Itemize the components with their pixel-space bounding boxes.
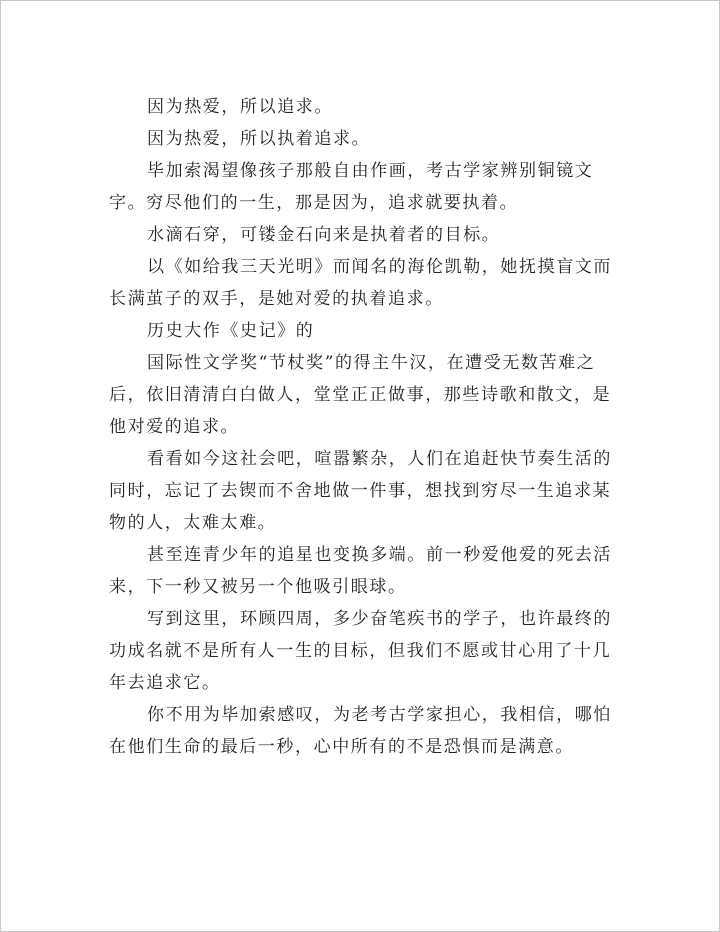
paragraph: 因为热爱，所以追求。 [147,97,333,117]
paragraph: 毕加索渴望像孩子那般自由作画，考古学家辨别铜镜文字。穷尽他们的一生，那是因为，追求就要执着。 [109,161,594,213]
paragraph: 以《如给我三天光明》而闻名的海伦凯勒，她抚摸盲文而长满茧子的双手，是她对爱的执着追求。 [109,257,612,309]
paragraph: 历史大作《史记》的 [147,321,315,341]
paragraph: 因为热爱，所以执着追求。 [147,129,371,149]
paragraph: 甚至连青少年的追星也变换多端。前一秒爱他爱的死去活来，下一秒又被另一个他吸引眼球。 [109,545,612,597]
paragraph: 水滴石穿，可镂金石向来是执着者的目标。 [147,225,501,245]
paragraph: 你不用为毕加索感叹，为老考古学家担心，我相信，哪怕在他们生命的最后一秒，心中所有的不是恐惧而是满意。 [109,705,612,757]
document-body [109,91,619,763]
paragraph: 写到这里，环顾四周，多少奋笔疾书的学子，也许最终的功成名就不是所有人一生的目标，但我们不愿或甘心用了十几年去追求它。 [109,609,612,693]
paragraph: 看看如今这社会吧，喧嚣繁杂，人们在追赶快节奏生活的同时，忘记了去锲而不舍地做一件事，想找到穷尽一生追求某物的人，太难太难。 [109,449,612,533]
paragraph: 国际性文学奖“节杖奖”的得主牛汉，在遭受无数苦难之后，依旧清清白白做人，堂堂正正做事，那些诗歌和散文，是他对爱的追求。 [109,353,612,437]
